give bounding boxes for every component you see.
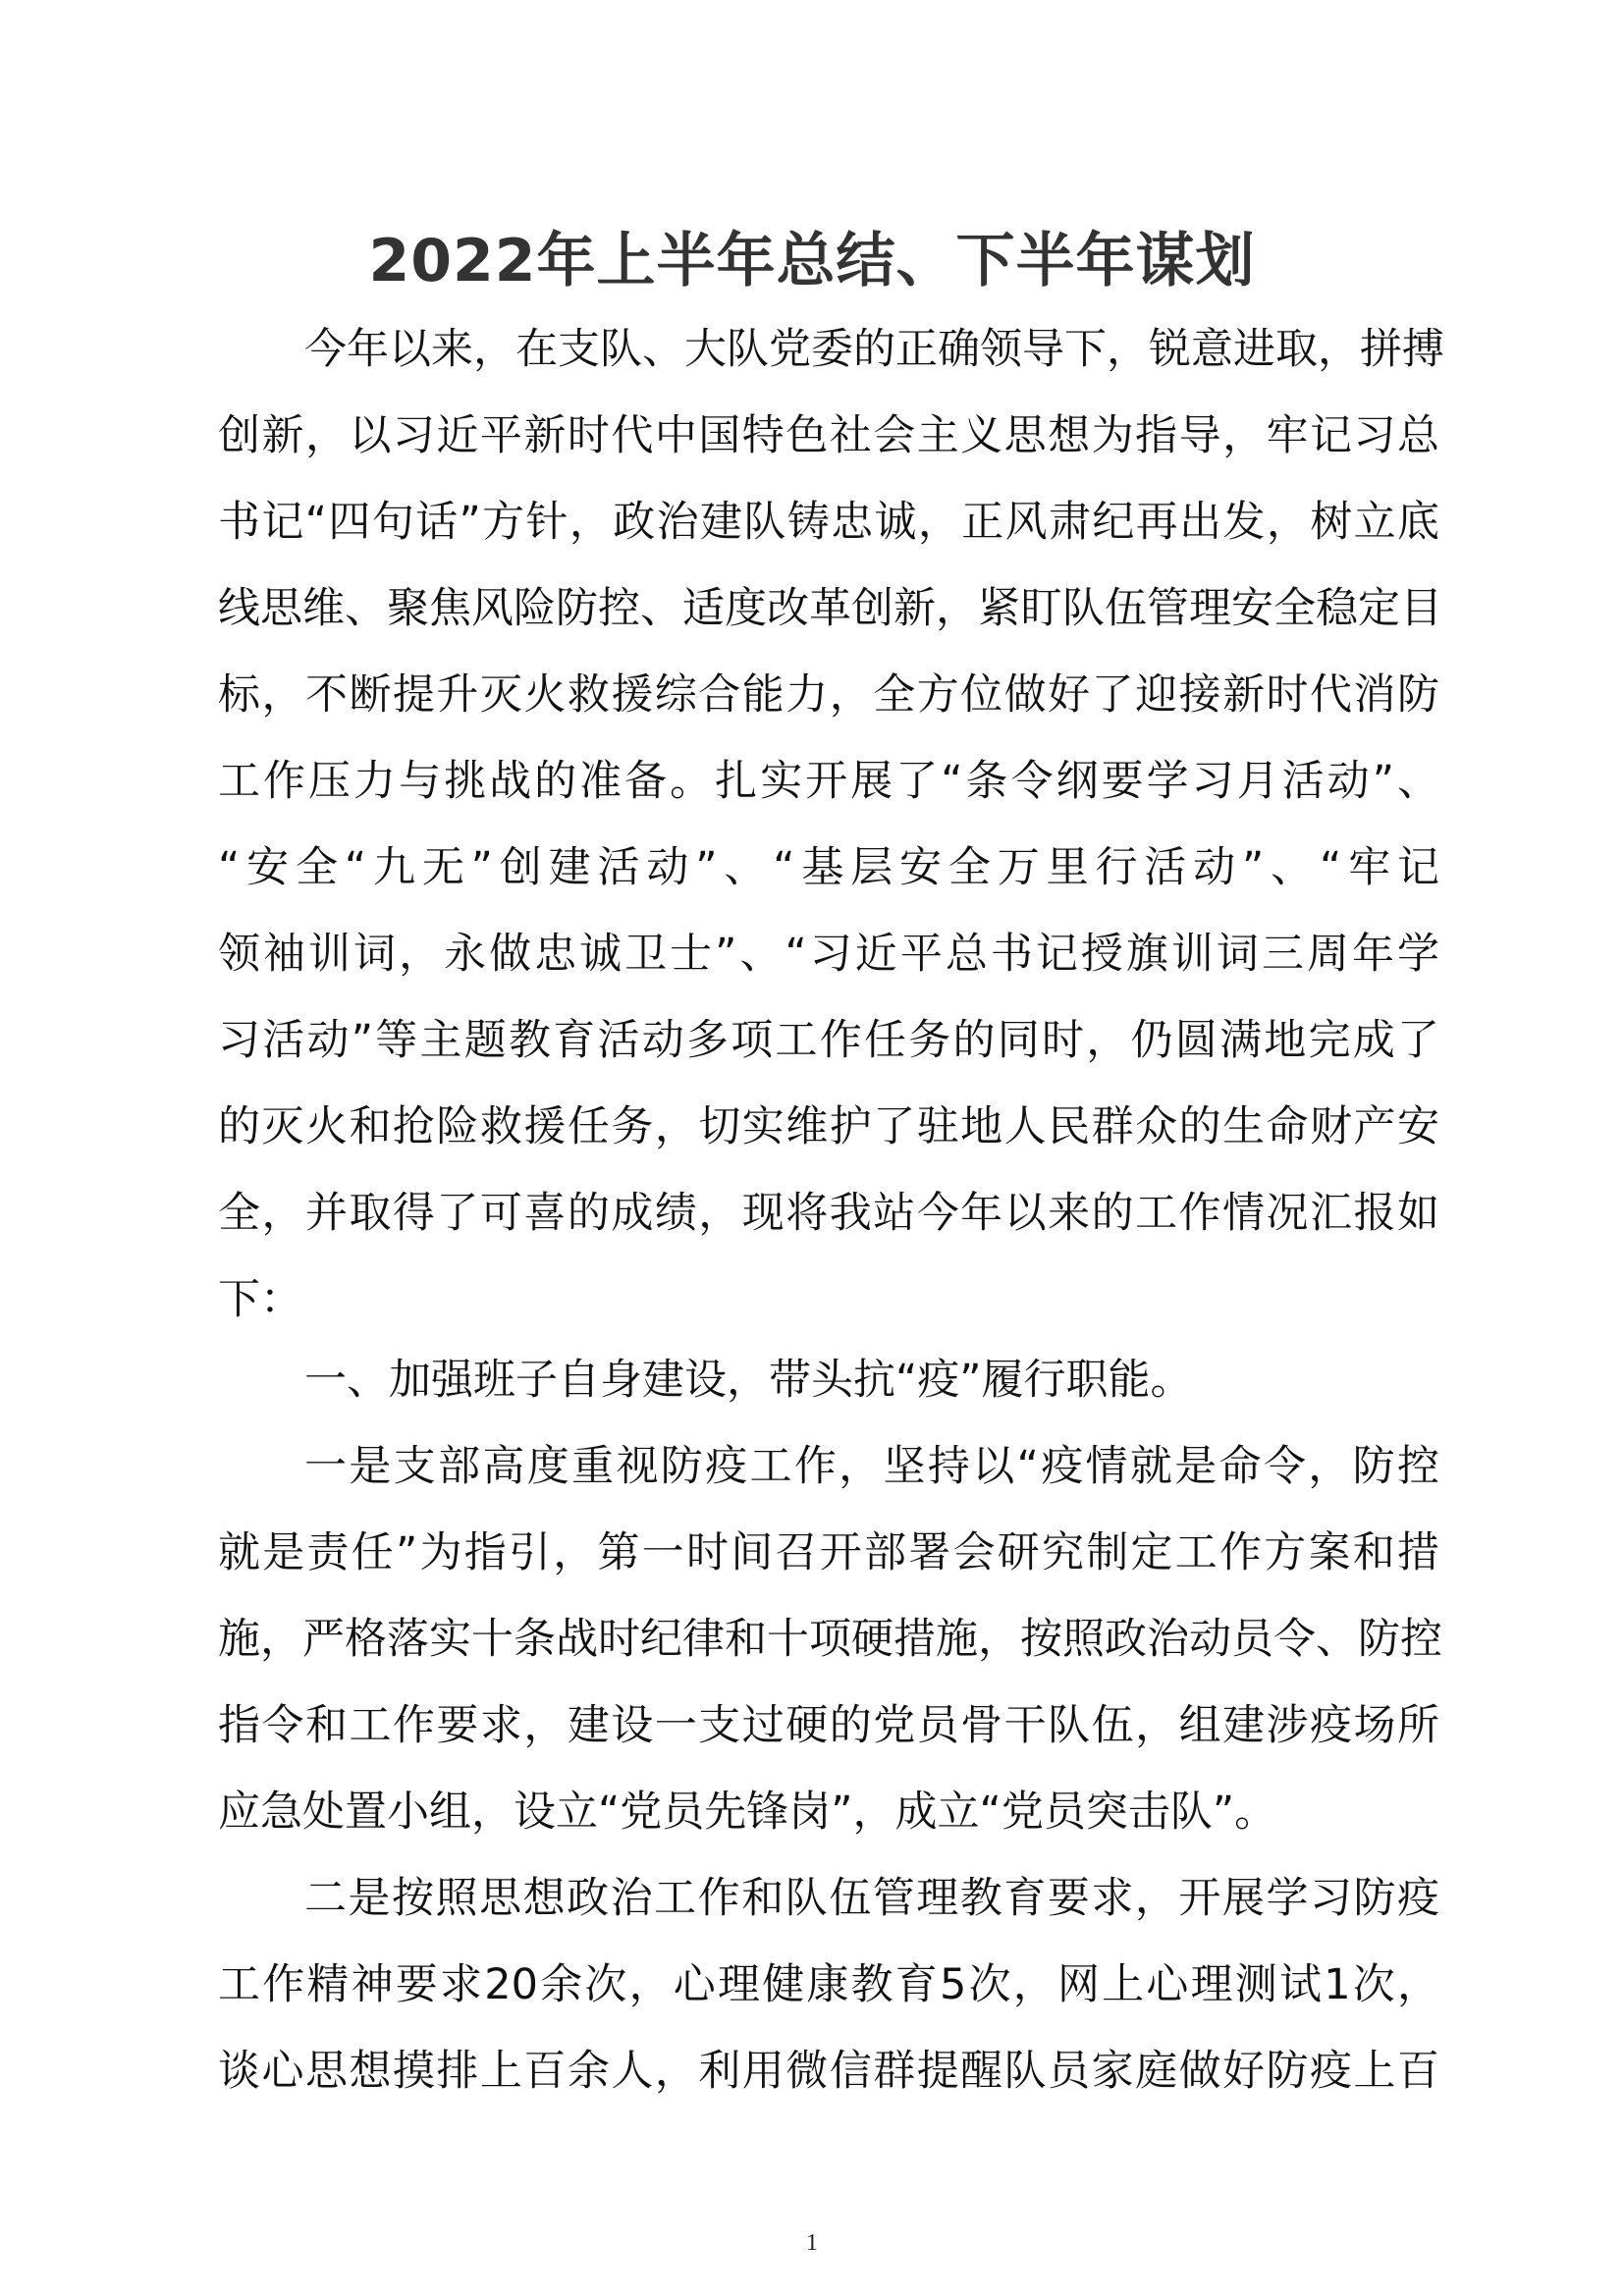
paragraph-point-two	[218, 1855, 1439, 2114]
page-number: 1	[806, 2230, 818, 2256]
text-line: 标，不断提升灭火救援综合能力，全方位做好了迎接新时代消防	[218, 670, 1439, 720]
text-line: 施，严格落实十条战时纪律和十项硬措施，按照政治动员令、防控	[218, 1615, 1442, 1664]
text-line: “安全“九无”创建活动”、“基层安全万里行活动”、“牢记	[218, 843, 1439, 892]
text-line: 一是支部高度重视防疫工作，坚持以“疫情就是命令，防控	[304, 1442, 1439, 1491]
text-line: 领袖训词，永做忠诚卫士”、“习近平总书记授旗训词三周年学	[218, 930, 1439, 979]
paragraph-point-one	[218, 1423, 1442, 1855]
document-title: 2022年上半年总结、下半年谋划	[368, 227, 1256, 295]
text-line: 习活动”等主题教育活动多项工作任务的同时，仍圆满地完成了	[218, 1016, 1439, 1065]
text-line: 应急处置小组，设立“党员先锋岗”，成立“党员突击队”。	[218, 1788, 1277, 1837]
heading-line: 一、加强班子自身建设，带头抗“疫”履行职能。	[304, 1356, 1193, 1405]
text-line: 创新，以习近平新时代中国特色社会主义思想为指导，牢记习总	[218, 411, 1439, 460]
text-line: 线思维、聚焦风险防控、适度改革创新，紧盯队伍管理安全稳定目	[218, 584, 1442, 633]
text-line: 指令和工作要求，建设一支过硬的党员骨干队伍，组建涉疫场所	[218, 1701, 1439, 1750]
text-line: 就是责任”为指引，第一时间召开部署会研究制定工作方案和措	[218, 1528, 1439, 1577]
text-line: 的灭火和抢险救援任务，切实维护了驻地人民群众的生命财产安	[218, 1102, 1439, 1151]
text-line: 工作精神要求20余次，心理健康教育5次，网上心理测试1次，	[218, 1960, 1439, 2009]
section-heading	[218, 1337, 1439, 1423]
paragraph-intro	[218, 306, 1444, 1343]
document-body	[218, 306, 1444, 2114]
text-line: 全，并取得了可喜的成绩，现将我站今年以来的工作情况汇报如	[218, 1189, 1439, 1238]
text-line: 书记“四句话”方针，政治建队铸忠诚，正风肃纪再出发，树立底	[218, 498, 1439, 547]
text-line: 工作压力与挑战的准备。扎实开展了“条令纲要学习月活动”、	[218, 757, 1439, 806]
text-line: 今年以来，在支队、大队党委的正确领导下，锐意进取，拼搏	[304, 325, 1444, 374]
text-line: 谈心思想摸排上百余人，利用微信群提醒队员家庭做好防疫上百	[218, 2047, 1439, 2096]
text-line: 二是按照思想政治工作和队伍管理教育要求，开展学习防疫	[304, 1874, 1439, 1923]
text-line: 下：	[218, 1275, 302, 1324]
